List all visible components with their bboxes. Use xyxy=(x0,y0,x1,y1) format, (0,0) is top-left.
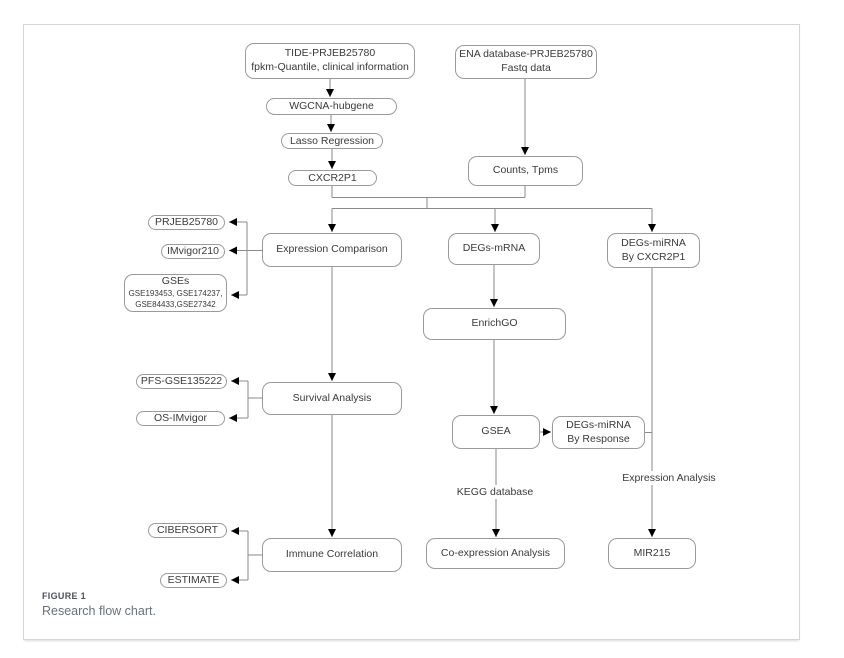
node-gsea xyxy=(452,415,540,449)
node-text: By Response xyxy=(567,432,630,445)
node-text: CXCR2P1 xyxy=(308,171,357,184)
node-tide-prjeb25780 xyxy=(245,43,415,79)
node-text: By CXCR2P1 xyxy=(621,250,686,263)
node-text: GSEA xyxy=(481,425,511,438)
node-text: fpkm-Quantile, clinical information xyxy=(251,61,409,73)
node-text: Lasso Regression xyxy=(289,134,375,147)
node-lasso-regression xyxy=(281,133,383,149)
node-cxcr2p1 xyxy=(288,170,377,186)
node-estimate xyxy=(160,573,227,588)
node-cibersort xyxy=(148,523,227,538)
node-text: Survival Analysis xyxy=(292,391,372,404)
node-text: CIBERSORT xyxy=(156,524,219,537)
node-text: GSE84433,GSE27342 xyxy=(135,299,216,309)
node-mir215 xyxy=(608,538,696,569)
node-text: MIR215 xyxy=(633,546,671,559)
node-enrichgo xyxy=(423,308,566,340)
node-os-imvigor xyxy=(136,411,225,426)
figure-label: FIGURE 1 xyxy=(42,591,86,601)
node-degs-mirna-by-cxcr2p1 xyxy=(607,233,700,268)
node-text: Co-expression Analysis xyxy=(440,546,551,559)
node-survival-analysis xyxy=(262,382,402,415)
node-text: Immune Correlation xyxy=(285,548,379,561)
node-text: OS-IMvigor xyxy=(153,412,208,425)
node-counts-tpms xyxy=(468,156,583,186)
node-text: TIDE-PRJEB25780 xyxy=(284,47,376,60)
edge-label-kegg-database: KEGG database xyxy=(454,485,536,499)
figure-caption: Research flow chart. xyxy=(42,604,156,618)
node-expression-comparison xyxy=(262,233,402,267)
node-text: EnrichGO xyxy=(471,317,518,330)
node-text: Counts, Tpms xyxy=(492,164,559,177)
node-text: WGCNA-hubgene xyxy=(289,100,374,113)
node-degs-mrna xyxy=(448,233,540,265)
node-coexpression-analysis xyxy=(426,538,565,569)
node-ena-database xyxy=(455,45,597,79)
node-text: Fastq data xyxy=(501,62,551,74)
node-text: GSEs xyxy=(161,275,190,288)
node-text: ESTIMATE xyxy=(167,574,220,587)
node-imvigor210 xyxy=(161,244,225,259)
node-prjeb25780 xyxy=(148,215,225,230)
node-text: PFS-GSE135222 xyxy=(140,375,223,388)
node-text: Expression Comparison xyxy=(276,243,388,256)
node-text: PRJEB25780 xyxy=(154,216,219,229)
node-text: GSE193453, GSE174237, xyxy=(128,289,223,299)
node-degs-mirna-by-response xyxy=(552,416,645,449)
node-text: ENA database-PRJEB25780 xyxy=(459,48,593,61)
node-wgcna-hubgene xyxy=(266,98,397,115)
node-text: DEGs-miRNA xyxy=(621,236,686,249)
figure-caption-block xyxy=(42,591,156,618)
node-immune-correlation xyxy=(262,538,402,572)
node-gses xyxy=(124,274,227,312)
edge-label-expression-analysis: Expression Analysis xyxy=(619,471,718,485)
node-text: DEGs-miRNA xyxy=(566,418,631,431)
node-text: IMvigor210 xyxy=(167,245,219,258)
node-pfs-gse135222 xyxy=(136,374,227,389)
node-text: DEGs-mRNA xyxy=(462,242,526,255)
